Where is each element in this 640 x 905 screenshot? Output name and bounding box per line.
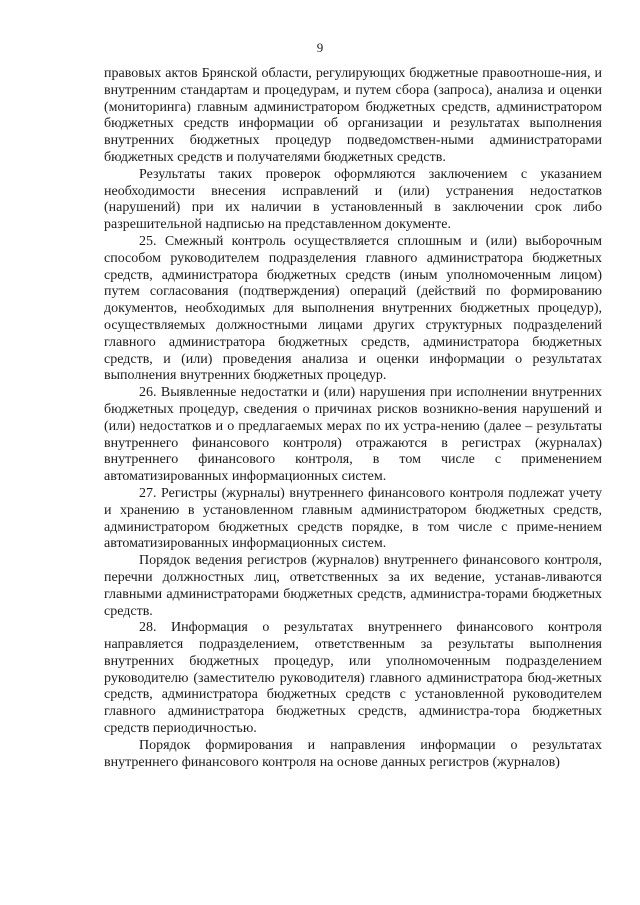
paragraph-info-order: Порядок формирования и направления информации о результатах внутреннего финансового контроля на основе данных регистров (журналов) xyxy=(104,737,602,770)
paragraph-continuation: правовых актов Брянской области, регулирующих бюджетные правоотноше-ния, и внутренним стандартам и процедурам, и путем сбора (запроса), анализа и оценки (мониторинга) главным администратором бюджетных средств, администратором бюджетных средств информации об организации и результатах выполнения внутренних бюджетных процедур подведомствен-ными администраторами бюджетных средств и получателями бюджетных средств. xyxy=(104,66,602,165)
page-number: 9 xyxy=(316,40,324,55)
document-body xyxy=(104,66,602,771)
paragraph-inspection-results: Результаты таких проверок оформляются заключением с указанием необходимости внесения исправлений и (или) устранения недостатков (нарушений) при их наличии в установленный в заключении срок либо разрешительной надписью на представленном документе. xyxy=(104,166,602,233)
paragraph-27: 27. Регистры (журналы) внутреннего финансового контроля подлежат учету и хранению в установленном главным администратором бюджетных средств, администратором бюджетных средств порядке, в том числе с приме-нением автоматизированных информационных систем. xyxy=(104,485,602,552)
paragraph-registers-order: Порядок ведения регистров (журналов) внутреннего финансового контроля, перечни должностных лиц, ответственных за их ведение, устанав-ливаются главными администраторами бюджетных средств, администра-торами бюджетных средств. xyxy=(104,553,602,619)
paragraph-25: 25. Смежный контроль осуществляется сплошным и (или) выборочным способом руководителем подразделения главного администратора бюджетных средств, администратора бюджетных средств (иным уполномоченным лицом) путем согласования (подтверждения) операций (действий по формированию документов, необходимых для выполнения внутренних бюджетных процедур), осуществляемых должностными лицами других структурных подразделений главного администратора бюджетных средств, администратора бюджетных средств, и (или) проведения анализа и оценки информации о результатах выполнения внутренних бюджетных процедур. xyxy=(104,233,602,384)
paragraph-28: 28. Информация о результатах внутреннего финансового контроля направляется подразделением, ответственным за результаты выполнения внутренних бюджетных процедур, или уполномоченным подразделением руководителю (заместителю руководителя) главного администратора бюд-жетных средств, администратора бюджетных средств с установленной руководителем главного администратора бюджетных средств, администра-тора бюджетных средств периодичностью. xyxy=(104,620,602,737)
paragraph-26: 26. Выявленные недостатки и (или) нарушения при исполнении внутренних бюджетных процедур, сведения о причинах рисков возникно-вения нарушений и (или) недостатков и о предлагаемых мерах по их устра-нению (далее – результаты внутреннего финансового контроля) отражаются в регистрах (журналах) внутреннего финансового контроля, в том числе с применением автоматизированных информационных систем. xyxy=(104,385,602,485)
